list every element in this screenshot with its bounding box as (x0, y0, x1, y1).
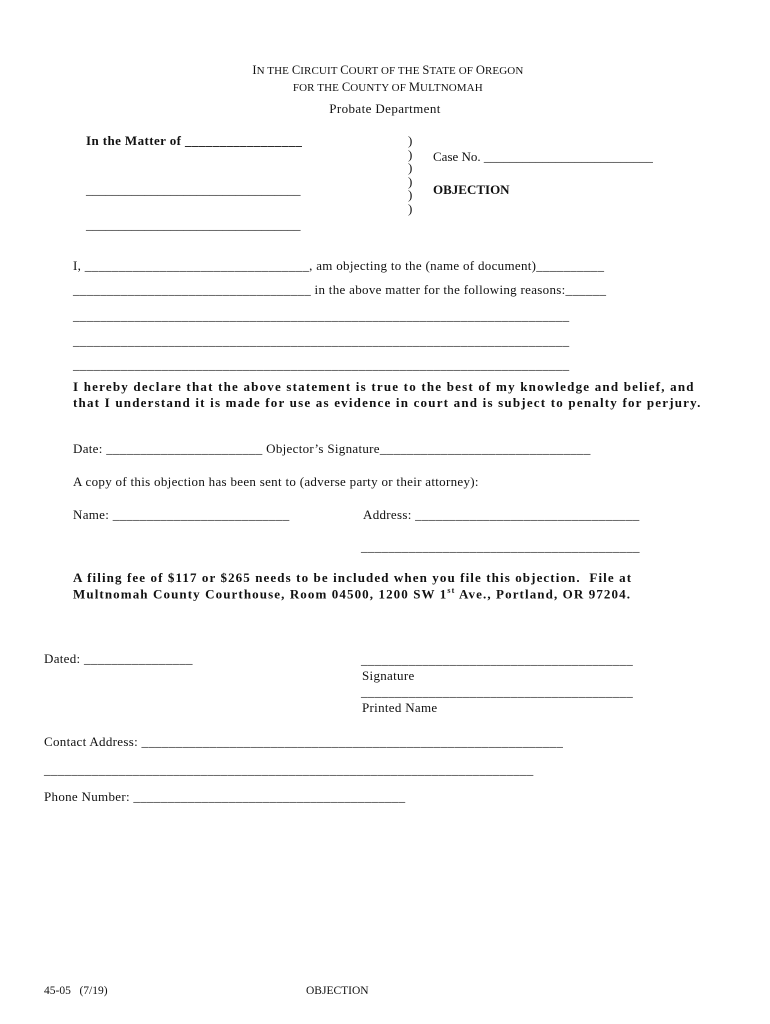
court-heading-text: N THE (256, 65, 292, 77)
objector-name-line[interactable]: I, _________________________________, am objecting to the (name of document)__________ (73, 258, 605, 273)
reason-line[interactable]: _________________________________________________________________________ (73, 357, 570, 372)
county-heading-text: OUNTY OF (350, 82, 409, 94)
county-heading (0, 68, 770, 95)
contact-address-field[interactable]: Contact Address: ______________________________________________________________ (44, 734, 564, 749)
name-field[interactable]: Name: __________________________ (73, 507, 290, 522)
department-label: Probate Department (329, 101, 441, 116)
court-heading-cap: C (340, 63, 349, 77)
copy-sent-text: A copy of this objection has been sent to (adverse party or their attorney): (73, 474, 479, 489)
document-name-line[interactable]: ___________________________________ in the above matter for the following reasons:______ (73, 282, 607, 297)
party-blank-line-1[interactable]: _________________________________ (86, 182, 301, 197)
court-heading-cap: O (475, 63, 485, 77)
county-heading-text: FOR THE (292, 82, 342, 94)
party-blank-line-2[interactable]: _________________________________ (86, 217, 301, 232)
footer-title: OBJECTION (306, 985, 369, 997)
court-heading-text: TATE OF (429, 65, 476, 77)
signature-line[interactable]: ________________________________________ (361, 652, 633, 667)
county-heading-text: ULTNOMAH (420, 82, 483, 94)
caption-parens: ) ) ) ) ) ) (408, 133, 413, 216)
printed-name-label: Printed Name (362, 700, 438, 715)
form-number: 45-05 (7/19) (44, 985, 108, 997)
county-heading-cap: M (408, 80, 421, 94)
declaration-text: I hereby declare that the above statement is true to the best of my knowledge and belief, and that I understand it is made for use as evidence in court and is subject to penalty for perjury. (73, 379, 702, 410)
dated-field[interactable]: Dated: ________________ (44, 651, 193, 666)
court-heading-text: IRCUIT (300, 65, 341, 77)
matter-label[interactable]: In the Matter of _________________ (86, 133, 303, 148)
address-continued-line[interactable]: _________________________________________ (361, 539, 640, 554)
date-signature-line[interactable]: Date: _______________________ Objector’s Signature_______________________________ (73, 441, 591, 456)
printed-name-line[interactable]: ________________________________________ (361, 684, 633, 699)
court-heading-text: REGON (484, 65, 524, 77)
filing-fee-line-2: Multnomah County Courthouse, Room 04500, 1200 SW 1st Ave., Portland, OR 97204. (73, 586, 632, 602)
signature-label: Signature (362, 668, 415, 683)
county-heading-cap: C (341, 80, 351, 94)
address-field[interactable]: Address: _________________________________ (363, 507, 640, 522)
case-number-field[interactable]: Case No. __________________________ (433, 149, 653, 164)
court-heading-cap: C (291, 63, 301, 77)
reason-line[interactable]: _________________________________________________________________________ (73, 308, 570, 323)
court-heading-cap: I (252, 63, 257, 77)
reason-line[interactable]: _________________________________________________________________________ (73, 333, 570, 348)
court-heading-cap: S (422, 63, 430, 77)
document-title: OBJECTION (433, 182, 510, 197)
filing-fee-line-1: A filing fee of $117 or $265 needs to be included when you file this objection. File at (73, 570, 633, 585)
contact-address-continued[interactable]: ________________________________________________________________________ (44, 762, 534, 777)
phone-number-field[interactable]: Phone Number: ________________________________________ (44, 789, 406, 804)
court-heading-text: OURT OF THE (348, 65, 423, 77)
